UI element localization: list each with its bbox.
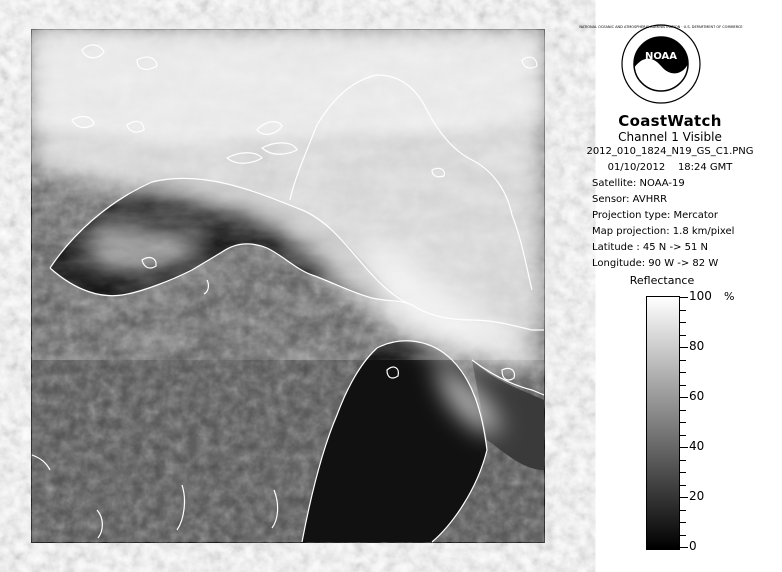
colorbar-tick — [679, 322, 686, 323]
colorbar-tick — [679, 447, 688, 448]
colorbar-tick — [679, 472, 686, 473]
colorbar-tick — [679, 310, 686, 311]
colorbar-tick — [679, 535, 686, 536]
colorbar-tick-label: 20 — [689, 489, 705, 503]
colorbar-tick-label: 60 — [689, 389, 705, 403]
colorbar-tick-label: 40 — [689, 439, 705, 453]
product-title: CoastWatch — [618, 112, 722, 130]
colorbar-tick — [679, 485, 686, 486]
colorbar-title: Reflectance — [629, 274, 695, 287]
colorbar-tick — [679, 410, 686, 411]
meta-sensor: Sensor: AVHRR — [592, 194, 668, 205]
time: 18:24 GMT — [677, 162, 733, 173]
meta-longitude: Longitude: 90 W -> 82 W — [592, 258, 719, 269]
filename: 2012_010_1824_N19_GS_C1.PNG — [586, 146, 754, 157]
channel-label: Channel 1 Visible — [618, 130, 722, 144]
colorbar-tick — [679, 360, 686, 361]
colorbar-tick — [679, 297, 688, 298]
colorbar-tick — [679, 510, 686, 511]
colorbar-tick — [679, 435, 686, 436]
colorbar-tick — [679, 385, 686, 386]
colorbar-tick — [679, 422, 686, 423]
noaa-logo — [579, 18, 743, 110]
colorbar-tick — [679, 460, 686, 461]
colorbar-tick — [679, 522, 686, 523]
colorbar-tick — [679, 497, 688, 498]
colorbar-tick — [679, 547, 688, 548]
colorbar-tick — [679, 372, 686, 373]
noaa-logo-ring-text: NATIONAL OCEANIC AND ATMOSPHERIC ADMINISTRATION · U.S. DEPARTMENT OF COMMERCE — [579, 25, 743, 29]
meta-satellite: Satellite: NOAA-19 — [592, 178, 685, 189]
colorbar-tick — [679, 335, 686, 336]
meta-latitude: Latitude : 45 N -> 51 N — [592, 242, 709, 253]
noaa-logo-text: NOAA — [644, 51, 678, 62]
meta-projection-type: Projection type: Mercator — [592, 210, 718, 221]
colorbar-unit: % — [724, 290, 735, 303]
meta-map-projection: Map projection: 1.8 km/pixel — [592, 226, 735, 237]
colorbar-tick-label: 80 — [689, 339, 705, 353]
colorbar-tick — [679, 397, 688, 398]
satellite-map — [32, 30, 544, 542]
colorbar-tick-label: 0 — [689, 539, 697, 553]
satellite-image — [31, 29, 545, 543]
date: 01/10/2012 — [607, 162, 666, 173]
date-time — [560, 162, 780, 173]
colorbar-tick-label: 100 — [689, 289, 712, 303]
colorbar — [646, 296, 680, 550]
colorbar-tick — [679, 347, 688, 348]
